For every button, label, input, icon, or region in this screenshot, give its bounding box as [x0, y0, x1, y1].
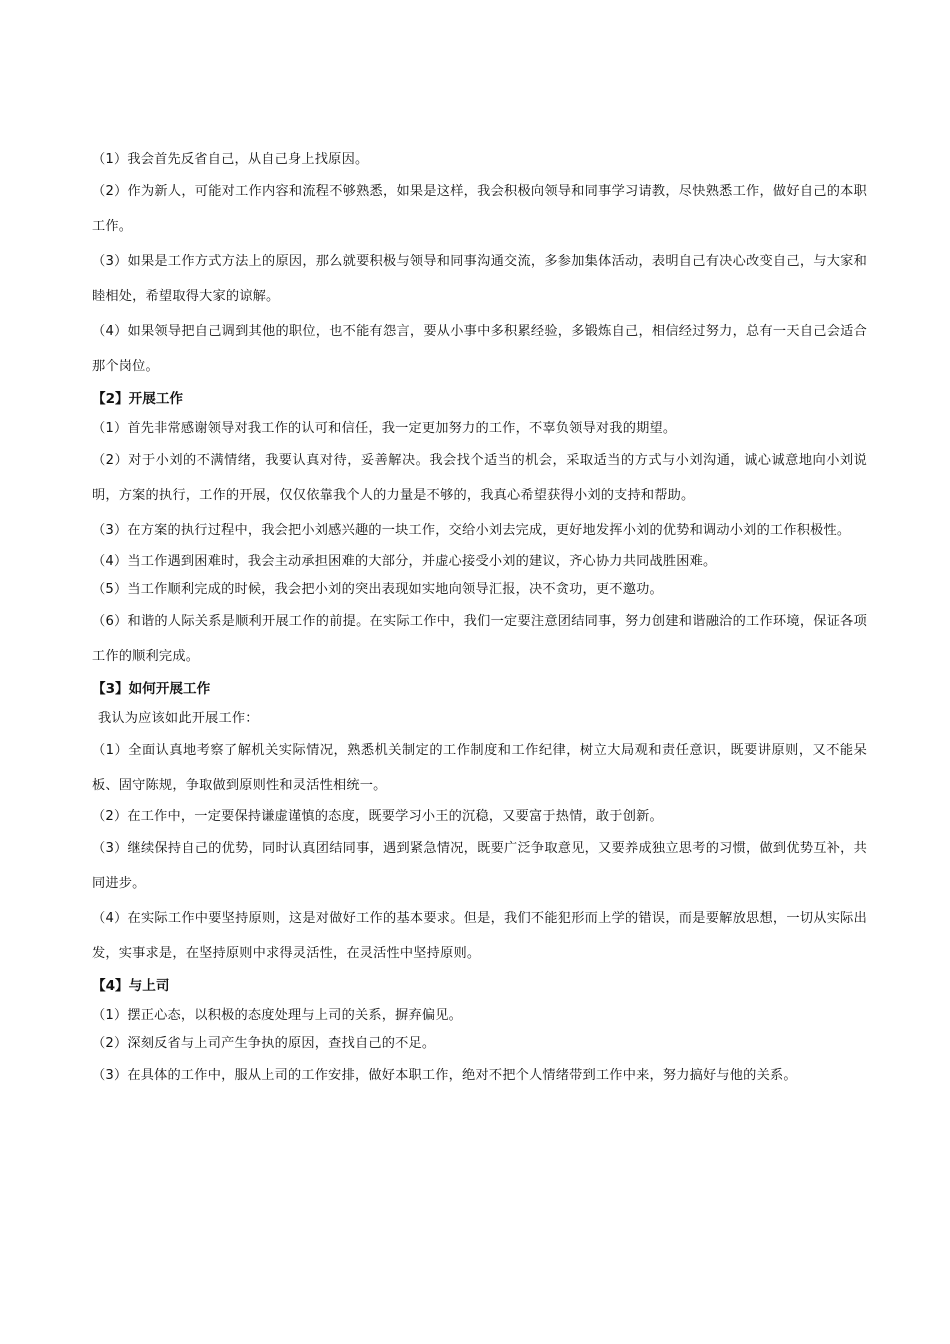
section-intro: 我认为应该如此开展工作：: [98, 711, 259, 726]
paragraph: （4）如果领导把自己调到其他的职位，也不能有怨言，要从小事中多积累经验，多锻炼自己，相信经过努力，总有一天自己会适合那个岗位。: [92, 324, 867, 374]
paragraph: （4）在实际工作中要坚持原则，这是对做好工作的基本要求。但是，我们不能犯形而上学的错误，而是要解放思想，一切从实际出发，实事求是，在坚持原则中求得灵活性，在灵活性中坚持原则。: [92, 911, 867, 961]
paragraph: （2）深刻反省与上司产生争执的原因，查找自己的不足。: [92, 1036, 436, 1051]
section-2: [92, 384, 867, 674]
section-1: [92, 146, 867, 384]
section-3: [92, 674, 867, 971]
paragraph: （4）当工作遇到困难时，我会主动承担困难的大部分，并虚心接受小刘的建议，齐心协力共同战胜困难。: [92, 554, 717, 569]
paragraph: （2）在工作中，一定要保持谦虚谨慎的态度，既要学习小王的沉稳，又要富于热情，敢于创新。: [92, 809, 663, 824]
paragraph: （3）在方案的执行过程中，我会把小刘感兴趣的一块工作，交给小刘去完成，更好地发挥小刘的优势和调动小刘的工作积极性。: [92, 523, 851, 538]
paragraph: （3）继续保持自己的优势，同时认真团结同事，遇到紧急情况，既要广泛争取意见，又要养成独立思考的习惯，做到优势互补，共同进步。: [92, 841, 867, 891]
section-heading: 【2】开展工作: [92, 391, 184, 407]
paragraph: （3）在具体的工作中，服从上司的工作安排，做好本职工作，绝对不把个人情绪带到工作中来，努力搞好与他的关系。: [92, 1068, 797, 1083]
paragraph: （1）全面认真地考察了解机关实际情况，熟悉机关制定的工作制度和工作纪律，树立大局观和责任意识，既要讲原则，又不能呆板、固守陈规，争取做到原则性和灵活性相统一。: [92, 743, 867, 793]
paragraph: （1）首先非常感谢领导对我工作的认可和信任，我一定更加努力的工作，不辜负领导对我的期望。: [92, 421, 677, 436]
paragraph: （3）如果是工作方式方法上的原因，那么就要积极与领导和同事沟通交流，多参加集体活动，表明自己有决心改变自己，与大家和睦相处，希望取得大家的谅解。: [92, 254, 867, 304]
document-body: [92, 146, 867, 1093]
paragraph: （2）对于小刘的不满情绪，我要认真对待，妥善解决。我会找个适当的机会，采取适当的方式与小刘沟通，诚心诚意地向小刘说明，方案的执行，工作的开展，仅仅依靠我个人的力量是不够的，我真心希望获得小刘的支持和帮助。: [92, 453, 867, 503]
section-heading: 【4】与上司: [92, 978, 170, 994]
paragraph: （2）作为新人，可能对工作内容和流程不够熟悉，如果是这样，我会积极向领导和同事学习请教，尽快熟悉工作，做好自己的本职工作。: [92, 184, 867, 234]
section-heading: 【3】如何开展工作: [92, 681, 211, 697]
paragraph: （1）摆正心态，以积极的态度处理与上司的关系，摒弃偏见。: [92, 1008, 463, 1023]
paragraph: （6）和谐的人际关系是顺利开展工作的前提。在实际工作中，我们一定要注意团结同事，努力创建和谐融洽的工作环境，保证各项工作的顺利完成。: [92, 614, 867, 664]
paragraph: （5）当工作顺利完成的时候，我会把小刘的突出表现如实地向领导汇报，决不贪功，更不邀功。: [92, 582, 663, 597]
section-4: [92, 971, 867, 1093]
paragraph: （1）我会首先反省自己，从自己身上找原因。: [92, 152, 369, 167]
